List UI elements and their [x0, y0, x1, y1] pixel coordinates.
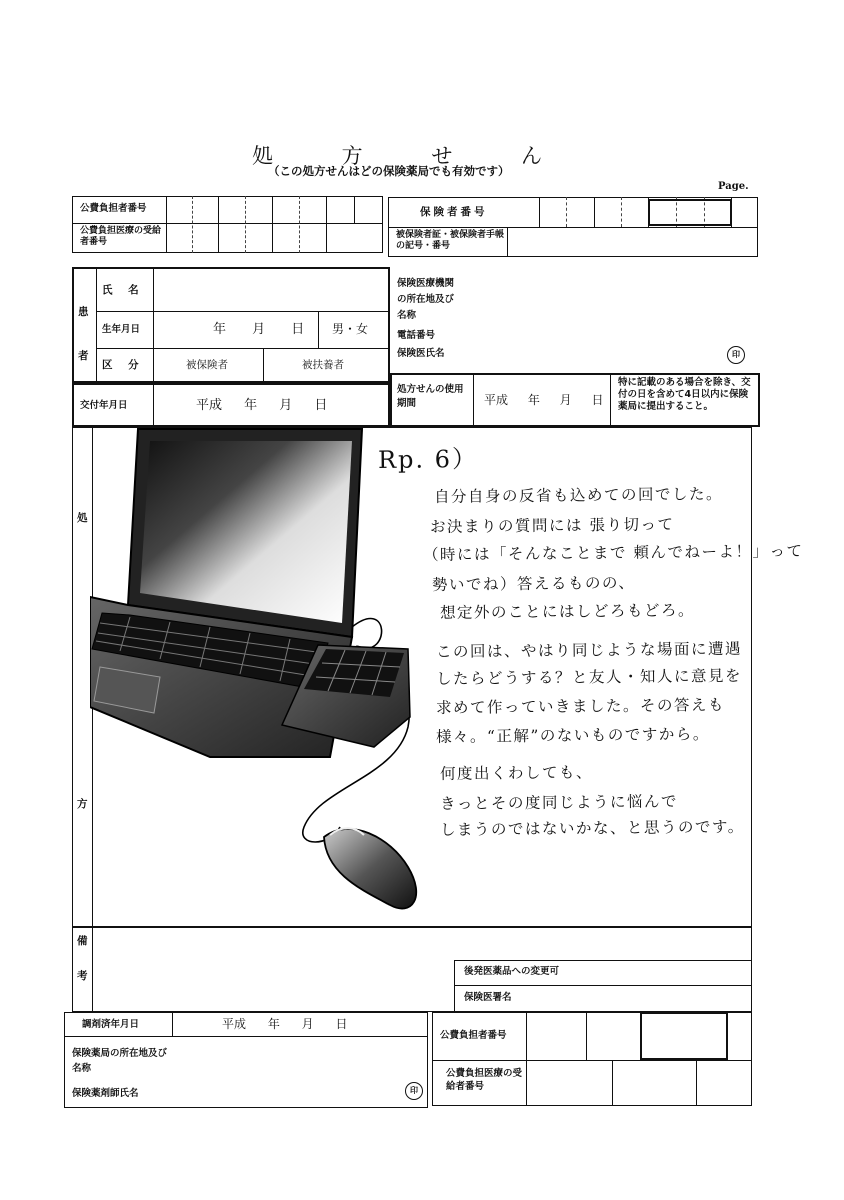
- public-recipient-number-label: 公費負担医療の受給者番号: [80, 226, 162, 247]
- patient-dependent: 被扶養者: [302, 359, 344, 371]
- page-label: Page.: [718, 181, 749, 192]
- bottom-recipient-number-label: 公費負担医療の受給者番号: [446, 1068, 523, 1092]
- form-subtitle: （この処方せんはどの保険薬局でも有効です）: [268, 164, 510, 178]
- patient-dob-label: 生年月日: [102, 324, 141, 335]
- usage-period-value: 平成 年 月 日: [484, 393, 604, 407]
- patient-sex: 男・女: [332, 322, 369, 336]
- patient-dob-value: 年 月 日: [213, 322, 305, 337]
- patient-category-label: 区 分: [102, 359, 139, 371]
- patient-name-label: 氏 名: [102, 284, 139, 296]
- clinic-address-label: 保険医療機関の所在地及び名称: [397, 278, 455, 321]
- clinic-phone-label: 電話番号: [397, 330, 436, 341]
- usage-period-label: 処方せんの使用期間: [397, 384, 464, 409]
- bottom-payer-number-label: 公費負担者番号: [440, 1030, 507, 1041]
- pharmacy-seal-icon: 印: [405, 1082, 423, 1100]
- note-line-12: しまうのではないかな、と思うのです。: [439, 817, 745, 839]
- patient-section-label: 患者: [78, 306, 89, 362]
- note-line-5: 想定外のことにはしどろもどろ。: [439, 601, 696, 622]
- clinic-seal-icon: 印: [727, 346, 745, 364]
- public-payer-number-label: 公費負担者番号: [80, 203, 147, 214]
- remarks-section-top: 備: [77, 935, 88, 947]
- note-line-8: 求めて作っていきました。その答えも: [435, 695, 726, 717]
- generic-change-label: 後発医薬品への変更可: [464, 966, 560, 977]
- prescription-section-top: 処: [77, 512, 88, 524]
- dispense-date-label: 調剤済年月日: [82, 1019, 140, 1030]
- issue-date-value: 平成 年 月 日: [196, 398, 328, 413]
- note-line-9: 様々。“正解”のないものですから。: [435, 725, 710, 746]
- laptop-illustration: [90, 427, 430, 917]
- note-line-7: したらどうする？と友人・知人に意見を: [435, 666, 743, 688]
- note-line-2: お決まりの質問には 張り切って: [429, 515, 675, 536]
- dispense-date-value: 平成 年 月 日: [222, 1017, 348, 1031]
- pharmacy-info-label: 保険薬局の所在地及び名称: [72, 1048, 168, 1074]
- note-line-6: この回は、やはり同じような場面に遭遇: [435, 639, 743, 661]
- usage-period-note: 特に記載のある場合を除き、交付の日を含めて4日以内に保険薬局に提出すること。: [618, 377, 751, 412]
- note-line-3: （時には「そんなことまで 頼んでねーよ！」って: [422, 542, 804, 564]
- note-line-11: きっとその度同じように悩んで: [439, 792, 679, 813]
- issue-date-label: 交付年月日: [80, 400, 128, 411]
- pharmacist-label: 保険薬剤師氏名: [72, 1088, 139, 1099]
- form-title: 処 方 せ ん: [252, 144, 543, 168]
- clinic-doctor-label: 保険医氏名: [397, 348, 445, 359]
- note-line-1: 自分自身の反省も込めての回でした。: [433, 484, 724, 506]
- prescription-section-bottom: 方: [77, 798, 88, 810]
- doctor-sign-label: 保険医署名: [464, 992, 512, 1003]
- insurer-number-label: 保険者番号: [420, 206, 488, 218]
- remarks-section-bottom: 考: [77, 970, 88, 982]
- rp-number: Rp. 6）: [377, 444, 479, 474]
- patient-insured: 被保険者: [186, 359, 228, 371]
- remarks-box: [72, 927, 752, 1012]
- note-line-4: 勢いでね）答えるものの、: [431, 573, 636, 594]
- note-line-10: 何度出くわしても、: [439, 763, 594, 783]
- insured-card-label: 被保険者証・被保険者手帳の記号・番号: [396, 230, 505, 251]
